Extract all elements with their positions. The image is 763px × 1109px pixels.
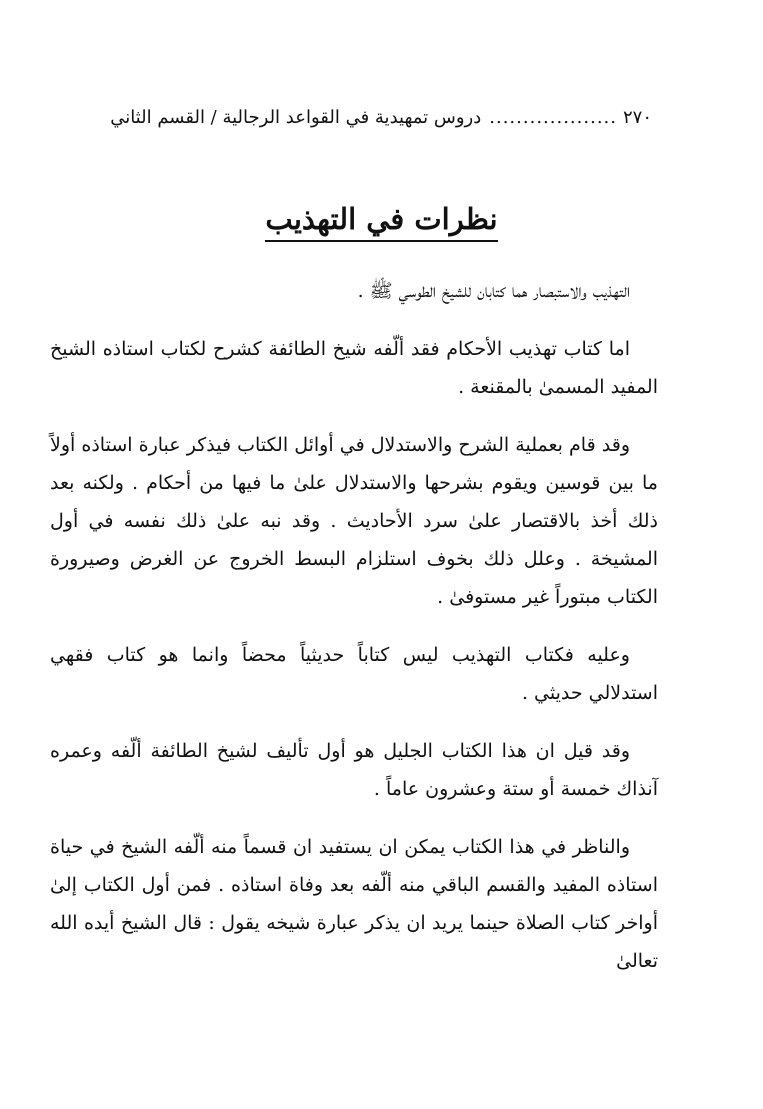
section-title [0, 200, 763, 242]
page-header [52, 100, 652, 134]
paragraph: التهذيب والاستبصار هما كتابان للشيخ الطوسي ﷺ . [357, 280, 630, 302]
paragraph: وعليه فكتاب التهذيب ليس كتاباً حديثياً محضاً وانما هو كتاب فقهي استدلالي حديثي . [50, 644, 658, 704]
paragraph: والناظر في هذا الكتاب يمكن ان يستفيد ان قسماً منه ألّفه الشيخ في حياة استاذه المفيد والقسم الباقي منه ألّفه بعد وفاة استاذه . فمن أول الكتاب إلىٰ أواخر كتاب الصلاة حينما يريد ان يذكر عبارة شيخه يقول : قال الشيخ أيده الله تعالىٰ [50, 836, 658, 972]
page-number: ٢٧٠ [622, 106, 652, 128]
paragraph: اما كتاب تهذيب الأحكام فقد ألّفه شيخ الطائفة كشرح لكتاب استاذه الشيخ المفيد المسمىٰ بالمقنعة . [50, 338, 658, 398]
running-title: دروس تمهيدية في القواعد الرجالية / القسم الثاني [110, 106, 482, 128]
paragraph: وقد قام بعملية الشرح والاستدلال في أوائل الكتاب فيذكر عبارة استاذه أولاً ما بين قوسين ويقوم بشرحها والاستدلال علىٰ ما فيها من أحكام . ولكنه بعد ذلك أخذ بالاقتصار علىٰ سرد الأحاديث . وقد نبه علىٰ ذلك نفسه في أول المشيخة . وعلل ذلك بخوف استلزام البسط الخروج عن الغرض وصيرورة الكتاب مبتوراً غير مستوفىٰ . [50, 434, 658, 608]
paragraph: وقد قيل ان هذا الكتاب الجليل هو أول تأليف لشيخ الطائفة ألّفه وعمره آنذاك خمسة أو ستة وعشرون عاماً . [50, 740, 658, 800]
section-title-text: نظرات في التهذيب [265, 200, 497, 242]
header-dot-leader: ................... [489, 106, 617, 128]
body-text [50, 272, 658, 1000]
